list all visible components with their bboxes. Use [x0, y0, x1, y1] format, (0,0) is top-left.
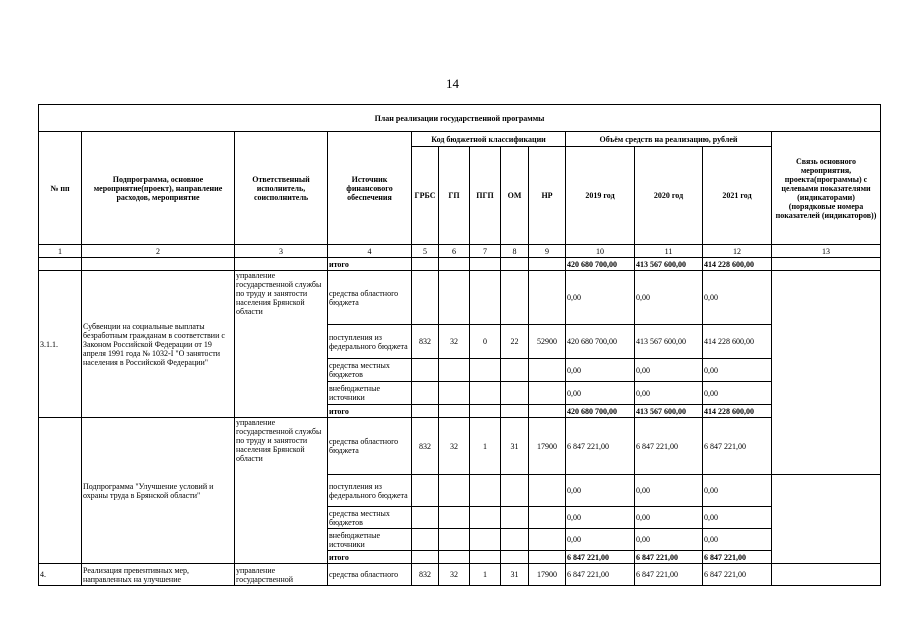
col-num-9: 9: [529, 245, 566, 258]
col-num-8: 8: [501, 245, 529, 258]
col-num-10: 10: [566, 245, 635, 258]
om-cell: [501, 475, 529, 507]
source-cell: средства областного: [328, 564, 412, 586]
total-2019: 6 847 221,00: [566, 551, 635, 564]
amount-2019: 420 680 700,00: [566, 325, 635, 359]
header-responsible: Ответственный исполнитель, соисполнитель: [235, 132, 328, 245]
amount-2020: 0,00: [635, 382, 703, 405]
nr-cell: [529, 507, 566, 529]
amount-2021: 0,00: [703, 507, 772, 529]
header-link: Связь основного мероприятия, проекта(программы) с целевыми показателями (индикаторами) (порядковые номера показателей (индикаторов)): [772, 132, 881, 245]
source-cell: внебюджетные источники: [328, 382, 412, 405]
header-2020: 2020 год: [635, 147, 703, 245]
amount-2021: 6 847 221,00: [703, 418, 772, 475]
col-num-1: 1: [39, 245, 82, 258]
pgp-cell: 1: [470, 418, 501, 475]
responsible-executor: управление государственной службы по труду и занятости населения Брянской области: [235, 418, 328, 564]
total-2021: 414 228 600,00: [703, 258, 772, 271]
amount-2021: 0,00: [703, 359, 772, 382]
total-2020: 413 567 600,00: [635, 405, 703, 418]
measure-name: Реализация превентивных мер, направленных на улучшение: [82, 564, 235, 586]
subprogram-name: Подпрограмма "Улучшение условий и охраны труда в Брянской области": [82, 418, 235, 564]
grbs-cell: [412, 529, 439, 551]
amount-2019: 0,00: [566, 529, 635, 551]
col-num-7: 7: [470, 245, 501, 258]
total-2019: 420 680 700,00: [566, 405, 635, 418]
amount-2019: 0,00: [566, 271, 635, 325]
gp-cell: [439, 507, 470, 529]
pgp-cell: [470, 529, 501, 551]
amount-2019: 0,00: [566, 382, 635, 405]
gp-cell: [439, 359, 470, 382]
grbs-cell: [412, 507, 439, 529]
grbs-cell: [412, 382, 439, 405]
amount-2020: 0,00: [635, 271, 703, 325]
pgp-cell: [470, 507, 501, 529]
pgp-cell: [470, 475, 501, 507]
om-cell: 31: [501, 564, 529, 586]
pgp-cell: [470, 382, 501, 405]
total-label: итого: [328, 258, 412, 271]
table-row: [39, 258, 881, 271]
gp-cell: 32: [439, 325, 470, 359]
total-2020: 6 847 221,00: [635, 551, 703, 564]
page-number: 14: [446, 76, 459, 91]
amount-2020: 0,00: [635, 475, 703, 507]
amount-2020: 0,00: [635, 507, 703, 529]
amount-2020: 0,00: [635, 529, 703, 551]
nr-cell: [529, 475, 566, 507]
total-label: итого: [328, 551, 412, 564]
header-pgp: ПГП: [470, 147, 501, 245]
header-kbk-group: Код бюджетной классификации: [412, 132, 566, 147]
om-cell: [501, 359, 529, 382]
om-cell: [501, 271, 529, 325]
header-grbs: ГРБС: [412, 147, 439, 245]
amount-2021: 0,00: [703, 382, 772, 405]
column-number-row: [39, 245, 881, 258]
gp-cell: [439, 475, 470, 507]
grbs-cell: [412, 271, 439, 325]
measure-name: Субвенции на социальные выплаты безработным гражданам в соответствии с Законом Российской Федерации от 19 апреля 1991 года № 1032-I "О занятости населения в Российской Федерации": [82, 271, 235, 418]
nr-cell: 17900: [529, 418, 566, 475]
amount-2020: 6 847 221,00: [635, 418, 703, 475]
responsible-executor: управление государственной службы по труду и занятости населения Брянской области: [235, 271, 328, 418]
grbs-cell: [412, 359, 439, 382]
col-num-5: 5: [412, 245, 439, 258]
table-row: [39, 271, 881, 325]
gp-cell: [439, 382, 470, 405]
total-2021: 6 847 221,00: [703, 551, 772, 564]
amount-2021: 414 228 600,00: [703, 325, 772, 359]
table-row: [39, 564, 881, 586]
table-row: [39, 418, 881, 475]
row-number: 4.: [39, 564, 82, 586]
header-subprogram: Подпрограмма, основное мероприятие(проект), направление расходов, мероприятие: [82, 132, 235, 245]
col-num-13: 13: [772, 245, 881, 258]
source-cell: средства местных бюджетов: [328, 359, 412, 382]
total-2021: 414 228 600,00: [703, 405, 772, 418]
amount-2021: 0,00: [703, 529, 772, 551]
om-cell: [501, 529, 529, 551]
amount-2021: 0,00: [703, 271, 772, 325]
col-num-2: 2: [82, 245, 235, 258]
row-number: 3.1.1.: [39, 271, 82, 418]
header-num: № пп: [39, 132, 82, 245]
amount-2019: 0,00: [566, 507, 635, 529]
om-cell: [501, 507, 529, 529]
amount-2020: 0,00: [635, 359, 703, 382]
source-cell: средства местных бюджетов: [328, 507, 412, 529]
total-2019: 420 680 700,00: [566, 258, 635, 271]
om-cell: [501, 382, 529, 405]
amount-2020: 413 567 600,00: [635, 325, 703, 359]
pgp-cell: 1: [470, 564, 501, 586]
total-2020: 413 567 600,00: [635, 258, 703, 271]
amount-2019: 6 847 221,00: [566, 418, 635, 475]
col-num-11: 11: [635, 245, 703, 258]
gp-cell: 32: [439, 418, 470, 475]
amount-2019: 6 847 221,00: [566, 564, 635, 586]
col-num-12: 12: [703, 245, 772, 258]
col-num-6: 6: [439, 245, 470, 258]
amount-2021: 0,00: [703, 475, 772, 507]
plan-table: [38, 104, 881, 586]
header-amount-group: Объём средств на реализацию, рублей: [566, 132, 772, 147]
amount-2019: 0,00: [566, 359, 635, 382]
nr-cell: 17900: [529, 564, 566, 586]
col-num-3: 3: [235, 245, 328, 258]
source-cell: внебюджетные источники: [328, 529, 412, 551]
grbs-cell: 832: [412, 418, 439, 475]
header-om: ОМ: [501, 147, 529, 245]
header-2021: 2021 год: [703, 147, 772, 245]
om-cell: 31: [501, 418, 529, 475]
grbs-cell: [412, 475, 439, 507]
header-gp: ГП: [439, 147, 470, 245]
om-cell: 22: [501, 325, 529, 359]
header-nr: НР: [529, 147, 566, 245]
responsible-executor: управление государственной: [235, 564, 328, 586]
amount-2021: 6 847 221,00: [703, 564, 772, 586]
grbs-cell: 832: [412, 564, 439, 586]
source-cell: средства областного бюджета: [328, 271, 412, 325]
gp-cell: [439, 529, 470, 551]
total-label: итого: [328, 405, 412, 418]
amount-2019: 0,00: [566, 475, 635, 507]
gp-cell: 32: [439, 564, 470, 586]
nr-cell: [529, 271, 566, 325]
table-title: План реализации государственной программы: [39, 105, 881, 132]
source-cell: поступления из федерального бюджета: [328, 325, 412, 359]
col-num-4: 4: [328, 245, 412, 258]
nr-cell: [529, 382, 566, 405]
source-cell: поступления из федерального бюджета: [328, 475, 412, 507]
pgp-cell: 0: [470, 325, 501, 359]
header-2019: 2019 год: [566, 147, 635, 245]
grbs-cell: 832: [412, 325, 439, 359]
nr-cell: [529, 529, 566, 551]
pgp-cell: [470, 359, 501, 382]
nr-cell: 52900: [529, 325, 566, 359]
gp-cell: [439, 271, 470, 325]
source-cell: средства областного бюджета: [328, 418, 412, 475]
amount-2020: 6 847 221,00: [635, 564, 703, 586]
pgp-cell: [470, 271, 501, 325]
nr-cell: [529, 359, 566, 382]
header-source: Источник финансового обеспечения: [328, 132, 412, 245]
